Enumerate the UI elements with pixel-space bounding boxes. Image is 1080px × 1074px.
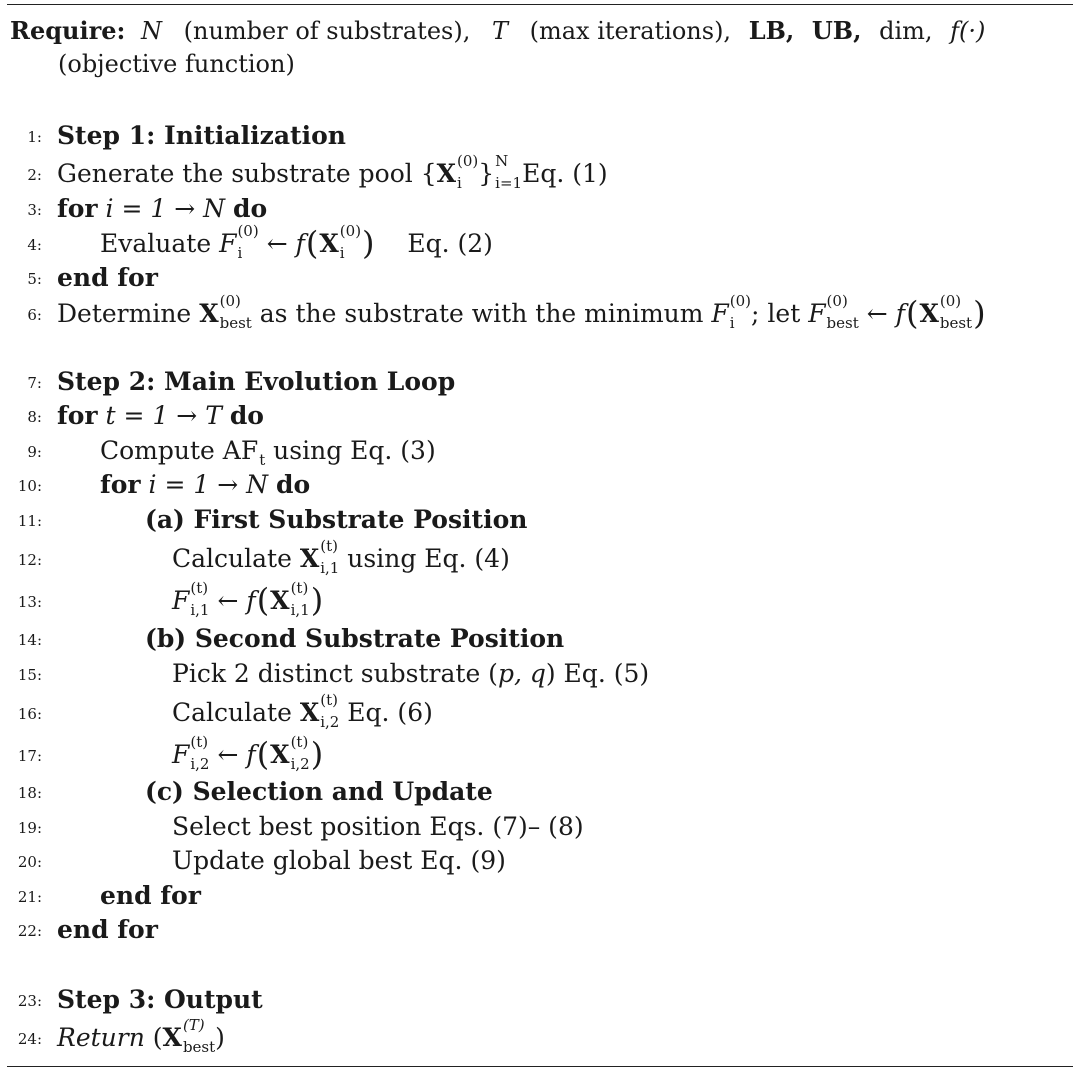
keyword-end-for: end for: [57, 914, 158, 944]
sub-heading: (b) Second Substrate Position: [145, 623, 565, 653]
text-fragment: Eq. (2): [375, 228, 493, 258]
keyword-for: for: [57, 193, 98, 223]
super-sub: [320, 537, 340, 577]
line-number: 10:: [17, 477, 42, 495]
subscript: t: [259, 451, 266, 469]
line-number: 7:: [27, 374, 42, 392]
step-heading: Step 2: Main Evolution Loop: [57, 366, 456, 396]
superscript: (0): [237, 222, 259, 240]
line-number: 15:: [17, 666, 42, 684]
algo-line-8: [0, 398, 264, 432]
text-fragment: using Eq. (4): [339, 543, 510, 573]
super-sub: [339, 222, 362, 262]
super-sub: [729, 292, 752, 332]
keyword-do: do: [275, 469, 311, 499]
algo-line-13: [0, 579, 324, 619]
line-content: [57, 401, 264, 430]
algo-line-10: [0, 467, 310, 501]
math-range: i = 1 → N: [140, 469, 276, 499]
subscript: i,1: [190, 601, 210, 619]
arrow-symbol: ←: [866, 298, 888, 328]
keyword-end-for: end for: [57, 262, 158, 292]
require-label: Require:: [10, 16, 126, 45]
top-rule: [7, 4, 1073, 5]
line-number: 23:: [17, 992, 42, 1010]
text-fragment: as the substrate with the minimum: [251, 298, 712, 328]
math-F: F: [808, 298, 826, 328]
line-content: [57, 194, 267, 223]
text-fragment: using Eq. (3): [265, 435, 436, 465]
math-X: X: [162, 1022, 182, 1052]
text-fragment: Calculate: [172, 543, 300, 573]
superscript: N: [495, 152, 509, 170]
line-number: 6:: [27, 306, 42, 324]
sub-heading: (a) First Substrate Position: [145, 504, 528, 534]
algo-line-12: [0, 537, 510, 577]
math-f: f: [895, 298, 905, 328]
line-number: 22:: [17, 922, 42, 940]
keyword-end-for: end for: [100, 880, 201, 910]
superscript: (t): [320, 537, 338, 555]
step-heading: Step 3: Output: [57, 984, 263, 1014]
line-number: 3:: [27, 201, 42, 219]
line-content: [100, 470, 310, 499]
line-content: Evaluate F (0) i ← f ( X (0) i ) Eq. (2): [100, 222, 493, 262]
super-sub: [237, 222, 259, 262]
subscript: best: [182, 1038, 216, 1056]
text-fragment: }: [478, 158, 495, 188]
line-content: F (t) i,1 ← f ( X (t) i,1 ): [172, 579, 324, 619]
algo-line-18: [0, 774, 493, 808]
return-keyword: Return: [57, 1022, 145, 1052]
algo-line-6: [0, 292, 987, 332]
subscript: best: [826, 314, 859, 332]
superscript: (t): [320, 691, 338, 709]
text-fragment: (: [144, 1022, 163, 1052]
algo-line-23: [0, 982, 263, 1016]
math-range: i = 1 → N: [97, 193, 233, 223]
require-UB: UB,: [811, 16, 862, 45]
subscript: i,2: [320, 713, 340, 731]
superscript: (t): [290, 733, 309, 751]
arrow-symbol: ←: [217, 585, 239, 615]
subscript: best: [939, 314, 973, 332]
math-X: X: [919, 298, 939, 328]
math-f: f: [295, 228, 305, 258]
super-sub: [219, 292, 252, 332]
algo-line-22: [0, 912, 158, 946]
algo-line-1: [0, 118, 346, 152]
keyword-do: do: [232, 193, 268, 223]
algo-line-17: [0, 733, 324, 773]
line-number: 24:: [17, 1030, 42, 1048]
superscript: (0): [729, 292, 752, 310]
super-sub: [190, 579, 210, 619]
math-F: F: [711, 298, 729, 328]
line-content: Select best position Eqs. (7)– (8): [172, 811, 584, 841]
algo-line-21: [0, 878, 201, 912]
math-X: X: [319, 228, 339, 258]
algo-line-20: [0, 843, 506, 877]
math-pq: p, q: [497, 658, 546, 688]
algo-line-15: [0, 656, 649, 690]
bottom-rule: [7, 1066, 1073, 1067]
algo-line-24: [0, 1016, 225, 1056]
math-X: X: [270, 585, 290, 615]
algo-line-19: [0, 809, 584, 843]
subscript: i: [457, 174, 462, 192]
text-fragment: Generate the substrate pool {: [57, 158, 437, 188]
line-number: 11:: [17, 512, 42, 530]
text-fragment: Pick 2 distinct substrate (: [172, 658, 498, 688]
super-sub: [290, 733, 310, 773]
line-number: 13:: [17, 593, 42, 611]
subscript: i: [339, 244, 345, 262]
text-fragment: ) Eq. (5): [545, 658, 650, 688]
line-content: [172, 537, 510, 577]
super-sub: [495, 152, 523, 192]
arrow-symbol: ←: [266, 228, 288, 258]
subscript: i: [729, 314, 735, 332]
math-X: X: [436, 158, 457, 188]
superscript: (0): [219, 292, 241, 310]
arrow-symbol: ←: [217, 739, 239, 769]
math-F: F: [219, 228, 237, 258]
text-fragment: Eq. (6): [339, 697, 433, 727]
math-X: X: [299, 543, 320, 573]
algo-line-4: [0, 222, 493, 262]
super-sub: [457, 152, 479, 192]
subscript: i=1: [495, 174, 523, 192]
text-fragment: Eq. (1): [522, 158, 608, 188]
algo-line-14: [0, 621, 564, 655]
line-number: 18:: [17, 784, 42, 802]
line-number: 8:: [27, 408, 42, 426]
line-content: Determine X (0) best as the substrate with the minimum F (0) i ; let F (0) best ← f ( X (0) best ): [57, 292, 986, 332]
super-sub: [826, 292, 859, 332]
require-dim: dim,: [879, 17, 933, 45]
require-T: T: [491, 17, 508, 45]
math-range: t = 1 → T: [97, 400, 230, 430]
line-number: 5:: [27, 270, 42, 288]
require-N-desc: (number of substrates),: [183, 17, 471, 45]
math-X: X: [299, 697, 320, 727]
line-number: 17:: [17, 747, 42, 765]
line-content: [57, 152, 608, 192]
line-number: 2:: [27, 166, 42, 184]
algo-line-9: [0, 433, 436, 467]
super-sub: [939, 292, 973, 332]
line-number: 19:: [17, 819, 42, 837]
algo-line-11: [0, 502, 527, 536]
algo-line-3: [0, 191, 267, 225]
superscript: (0): [939, 292, 962, 310]
algo-line-5: [0, 260, 158, 294]
algo-line-7: [0, 364, 455, 398]
line-number: 16:: [17, 705, 42, 723]
text-fragment: Determine: [57, 298, 200, 328]
subscript: i,2: [290, 755, 310, 773]
algo-line-2: [0, 152, 608, 192]
math-X: X: [270, 739, 290, 769]
subscript: i,1: [290, 601, 310, 619]
superscript: (0): [826, 292, 848, 310]
math-F: F: [172, 585, 190, 615]
math-X: X: [199, 298, 219, 328]
line-number: 14:: [17, 631, 42, 649]
keyword-for: for: [100, 469, 141, 499]
line-number: 21:: [17, 888, 42, 906]
math-f: f: [246, 739, 256, 769]
super-sub: [290, 579, 310, 619]
line-content: [172, 691, 433, 731]
require-LB: LB,: [748, 16, 795, 45]
line-number: 9:: [27, 443, 42, 461]
require-N: N: [140, 17, 162, 45]
text-fragment: Compute AF: [100, 435, 259, 465]
line-number: 12:: [17, 551, 42, 569]
line-content: Update global best Eq. (9): [172, 845, 506, 875]
math-F: F: [172, 739, 190, 769]
superscript: (0): [457, 152, 479, 170]
super-sub: [320, 691, 340, 731]
step-heading: Step 1: Initialization: [57, 120, 346, 150]
math-f: f: [246, 585, 256, 615]
subscript: best: [219, 314, 252, 332]
text-fragment: Evaluate: [100, 228, 220, 258]
subscript: i,2: [190, 755, 210, 773]
line-content: [100, 435, 436, 469]
line-number: 1:: [27, 128, 42, 146]
superscript: (0): [339, 222, 362, 240]
line-number: 20:: [17, 853, 42, 871]
text-fragment: ): [215, 1022, 225, 1052]
superscript: (t): [290, 579, 309, 597]
algo-line-16: [0, 691, 433, 731]
text-fragment: ; let: [751, 298, 809, 328]
line-content: F (t) i,2 ← f ( X (t) i,2 ): [172, 733, 324, 773]
superscript: (T): [182, 1016, 205, 1034]
require-f-desc: (objective function): [58, 50, 295, 78]
line-content: [172, 659, 649, 688]
subscript: i,1: [320, 559, 340, 577]
line-content: [57, 1016, 225, 1056]
subscript: i: [237, 244, 243, 262]
superscript: (t): [190, 579, 209, 597]
super-sub: [190, 733, 210, 773]
sub-heading: (c) Selection and Update: [145, 776, 493, 806]
require-f: f(·): [950, 17, 986, 45]
super-sub: [182, 1016, 216, 1056]
line-number: 4:: [27, 236, 42, 254]
keyword-do: do: [229, 400, 264, 430]
require-block: [10, 14, 1074, 81]
text-fragment: Calculate: [172, 697, 300, 727]
superscript: (t): [190, 733, 209, 751]
require-T-desc: (max iterations),: [529, 17, 732, 45]
keyword-for: for: [57, 400, 98, 430]
